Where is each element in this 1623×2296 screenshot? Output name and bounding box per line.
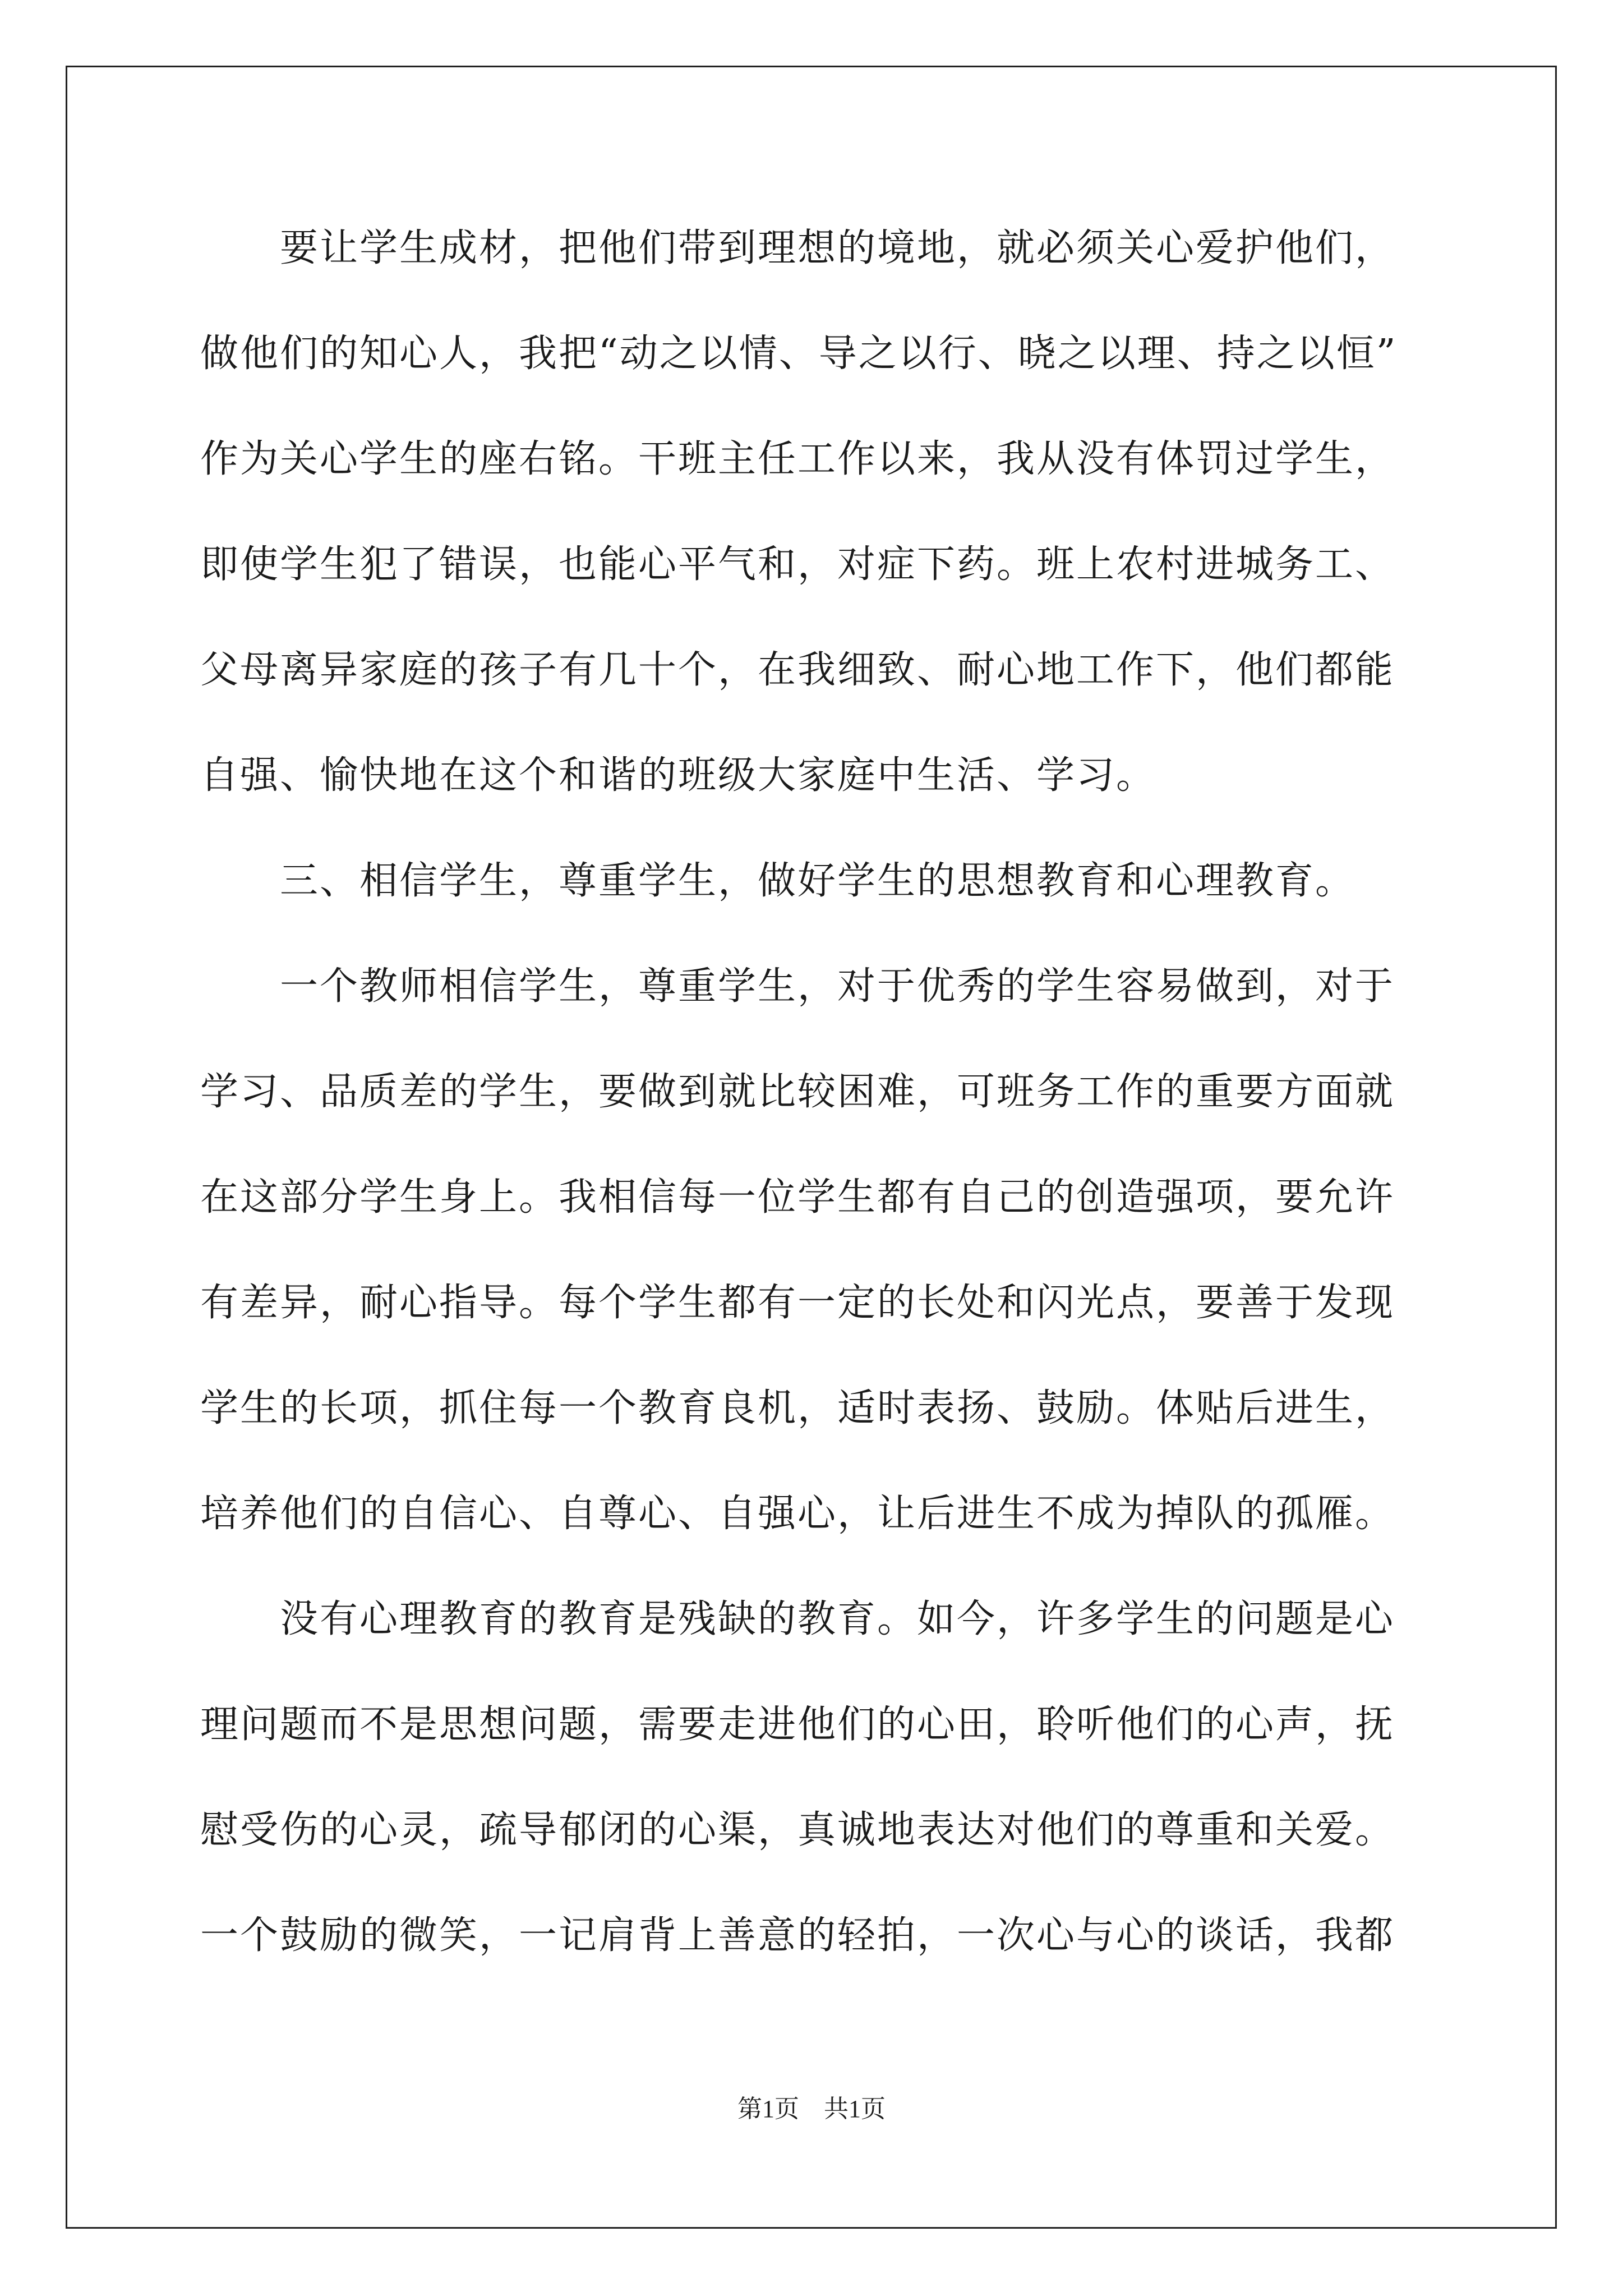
paragraph-line: 父母离异家庭的孩子有几十个，在我细致、耐心地工作下，他们都能 [200, 648, 1395, 692]
paragraph-line: 慰受伤的心灵，疏导郁闭的心渠，真诚地表达对他们的尊重和关爱。 [200, 1808, 1395, 1852]
paragraph-line: 学习、品质差的学生，要做到就比较困难，可班务工作的重要方面就 [200, 1070, 1395, 1114]
paragraph-line: 做他们的知心人，我把“动之以情、导之以行、晓之以理、持之以恒” [200, 332, 1398, 376]
paragraph-line: 理问题而不是思想问题，需要走进他们的心田，聆听他们的心声，抚 [200, 1703, 1395, 1747]
section-heading: 三、相信学生，尊重学生，做好学生的思想教育和心理教育。 [200, 859, 1355, 903]
paragraph-line: 在这部分学生身上。我相信每一位学生都有自己的创造强项，要允许 [200, 1175, 1395, 1220]
paragraph-line: 培养他们的自信心、自尊心、自强心，让后进生不成为掉队的孤雁。 [200, 1492, 1395, 1536]
page-number-footer: 第1页 共1页 [737, 2095, 886, 2123]
paragraph-line: 自强、愉快地在这个和谐的班级大家庭中生活、学习。 [200, 753, 1156, 798]
paragraph-line: 即使学生犯了错误，也能心平气和，对症下药。班上农村进城务工、 [200, 542, 1395, 587]
paragraph-line: 一个鼓励的微笑，一记肩背上善意的轻拍，一次心与心的谈话，我都 [200, 1913, 1395, 1958]
paragraph-line: 学生的长项，抓住每一个教育良机，适时表扬、鼓励。体贴后进生， [200, 1386, 1395, 1430]
paragraph-line: 作为关心学生的座右铭。干班主任工作以来，我从没有体罚过学生， [200, 437, 1395, 481]
paragraph-line: 要让学生成材，把他们带到理想的境地，就必须关心爱护他们， [200, 226, 1395, 270]
paragraph-line: 有差异，耐心指导。每个学生都有一定的长处和闪光点，要善于发现 [200, 1281, 1395, 1325]
page-border [66, 66, 1557, 2229]
paragraph-line: 没有心理教育的教育是残缺的教育。如今，许多学生的问题是心 [200, 1597, 1395, 1641]
paragraph-line: 一个教师相信学生，尊重学生，对于优秀的学生容易做到，对于 [200, 964, 1395, 1009]
